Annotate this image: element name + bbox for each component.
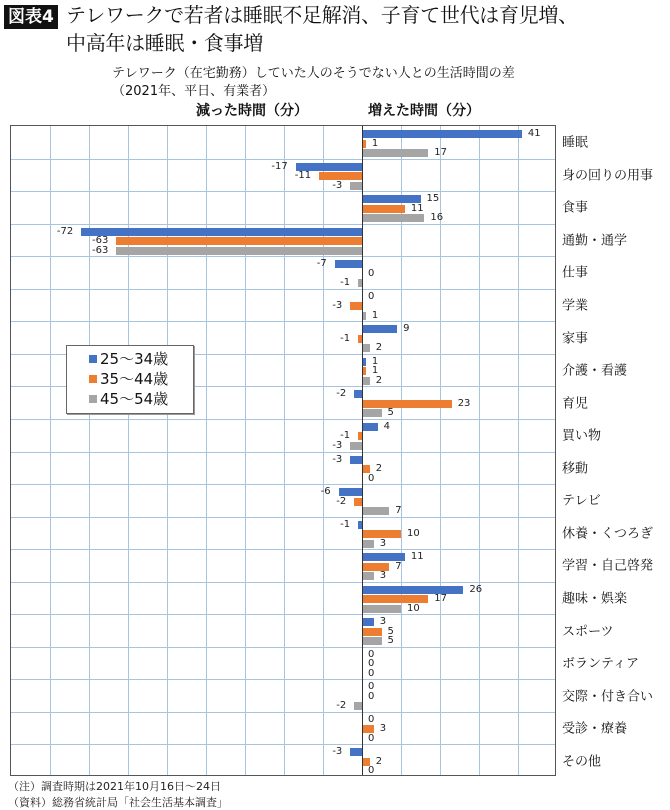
data-value-label: -7 <box>316 258 327 270</box>
data-value-label: 5 <box>387 407 394 419</box>
data-value-label: 1 <box>371 355 379 367</box>
legend-item <box>89 390 168 408</box>
data-value-label: 2 <box>375 463 383 474</box>
plot-area <box>10 125 556 776</box>
data-value-label: 3 <box>379 723 387 735</box>
data-value-label: -3 <box>332 453 343 465</box>
data-value-label: 11 <box>410 202 424 214</box>
bar <box>362 205 405 213</box>
category-label: 受診・療養 <box>562 721 628 737</box>
bar <box>362 344 370 352</box>
bar <box>362 605 401 613</box>
footnote: （注）調査時期は2021年10月16日～24日 <box>8 780 221 793</box>
category-label: 買い物 <box>562 428 602 444</box>
data-value-label: 0 <box>368 732 375 744</box>
chart-title-line2: 中高年は睡眠・食事増 <box>66 31 263 55</box>
data-value-label: -3 <box>332 179 343 191</box>
chart-subtitle-line2: （2021年、平日、有業者） <box>112 84 276 99</box>
horizontal-gridline <box>11 744 555 745</box>
category-label: 睡眠 <box>562 135 589 151</box>
data-value-label: 15 <box>426 193 440 205</box>
legend-swatch-icon <box>89 375 97 383</box>
zero-axis <box>362 126 363 775</box>
data-value-label: -3 <box>332 300 343 312</box>
category-label: 移動 <box>562 461 589 477</box>
horizontal-gridline <box>11 289 555 290</box>
bar <box>362 130 522 138</box>
bar <box>362 195 421 203</box>
horizontal-gridline <box>11 517 555 518</box>
data-value-label: 5 <box>387 625 394 637</box>
data-value-label: 17 <box>434 593 448 605</box>
bar <box>362 618 374 626</box>
legend-swatch-icon <box>89 395 97 403</box>
axis-label-decreased: 減った時間（分） <box>196 103 308 119</box>
category-label: 学業 <box>562 298 589 314</box>
data-value-label: 11 <box>410 551 424 563</box>
horizontal-gridline <box>11 224 555 225</box>
bar <box>354 702 362 710</box>
data-value-label: 23 <box>457 397 471 409</box>
data-value-label: 0 <box>368 472 375 484</box>
data-value-label: 3 <box>379 616 387 628</box>
bar <box>362 530 401 538</box>
bar <box>350 748 362 756</box>
horizontal-gridline <box>11 191 555 192</box>
figure-badge: 図表4 <box>4 5 58 29</box>
data-value-label: 0 <box>368 765 375 777</box>
data-value-label: 0 <box>368 713 375 725</box>
legend-label: 25～34歳 <box>100 350 169 368</box>
data-value-label: 0 <box>368 290 375 302</box>
bar <box>350 442 362 450</box>
data-value-label: -17 <box>271 160 288 172</box>
data-value-label: 9 <box>403 323 410 335</box>
data-value-label: 10 <box>407 528 420 540</box>
bar <box>362 400 452 408</box>
bar <box>362 377 370 385</box>
bar <box>362 628 382 636</box>
data-value-label: -63 <box>91 244 109 256</box>
data-value-label: 7 <box>395 560 402 572</box>
bar <box>362 507 389 515</box>
legend-item <box>89 350 168 368</box>
bar <box>362 586 463 594</box>
data-value-label: 0 <box>368 648 375 660</box>
data-value-label: -2 <box>336 700 347 712</box>
axis-label-increased: 増えた時間（分） <box>368 103 480 119</box>
horizontal-gridline <box>11 679 555 680</box>
bar <box>350 182 362 190</box>
horizontal-gridline <box>11 582 555 583</box>
horizontal-gridline <box>11 549 555 550</box>
bar <box>339 488 362 496</box>
category-label: 家事 <box>562 331 589 347</box>
data-value-label: 0 <box>368 690 375 702</box>
data-value-label: -3 <box>332 439 343 451</box>
data-value-label: 3 <box>379 570 387 582</box>
category-label: 趣味・娯楽 <box>562 591 628 607</box>
data-value-label: 2 <box>375 374 383 386</box>
category-label: 通勤・通学 <box>562 233 628 249</box>
data-value-label: -1 <box>340 332 351 344</box>
category-label: スポーツ <box>562 624 614 640</box>
data-value-label: -11 <box>294 170 312 182</box>
data-value-label: -2 <box>336 495 347 507</box>
horizontal-gridline <box>11 712 555 713</box>
category-label: その他 <box>562 754 602 770</box>
data-value-label: 16 <box>430 212 444 224</box>
bar <box>350 302 362 310</box>
data-value-label: 5 <box>387 635 394 647</box>
data-value-label: 10 <box>407 602 420 614</box>
data-value-label: 2 <box>375 755 383 767</box>
bar <box>362 214 424 222</box>
category-label: 介護・看護 <box>562 363 628 379</box>
data-value-label: 1 <box>371 137 379 149</box>
category-label: 仕事 <box>562 265 589 281</box>
category-label: 学習・自己啓発 <box>562 558 654 574</box>
data-value-label: 0 <box>368 667 375 679</box>
bar <box>116 237 362 245</box>
data-value-label: 0 <box>368 658 375 670</box>
data-value-label: 41 <box>527 128 541 139</box>
bar <box>354 390 362 398</box>
data-value-label: 1 <box>371 309 379 321</box>
bar <box>319 172 362 180</box>
category-label: ボランティア <box>562 656 639 672</box>
data-value-label: 0 <box>368 681 375 693</box>
data-value-label: 2 <box>375 342 383 354</box>
bar <box>362 325 397 333</box>
data-value-label: 0 <box>368 267 375 279</box>
legend-item <box>89 370 168 388</box>
horizontal-gridline <box>11 256 555 257</box>
bar <box>362 553 405 561</box>
horizontal-gridline <box>11 647 555 648</box>
data-value-label: -6 <box>320 486 331 498</box>
chart-title-line1: テレワークで若者は睡眠不足解消、子育て世代は育児増、 <box>66 3 578 27</box>
bar <box>354 498 362 506</box>
category-label: 食事 <box>562 200 589 216</box>
data-value-label: -1 <box>340 277 351 289</box>
legend-swatch-icon <box>89 355 97 363</box>
horizontal-gridline <box>11 419 555 420</box>
data-value-label: 17 <box>434 147 448 158</box>
data-value-label: -63 <box>91 235 109 247</box>
data-value-label: -1 <box>340 430 351 442</box>
category-label: 交際・付き合い <box>562 689 654 705</box>
data-value-label: -2 <box>336 388 347 400</box>
data-value-label: 7 <box>395 505 402 517</box>
bar <box>362 149 428 157</box>
data-value-label: 1 <box>371 365 379 377</box>
bar <box>116 247 362 255</box>
data-value-label: -3 <box>332 746 343 758</box>
legend-label: 45～54歳 <box>100 390 169 408</box>
horizontal-gridline <box>11 614 555 615</box>
data-value-label: -72 <box>56 225 74 237</box>
bar <box>362 423 378 431</box>
bar <box>362 540 374 548</box>
bar <box>81 228 362 236</box>
horizontal-gridline <box>11 159 555 160</box>
legend-label: 35～44歳 <box>100 370 169 388</box>
bar <box>362 572 374 580</box>
category-label: 休養・くつろぎ <box>562 526 654 542</box>
bar <box>362 595 428 603</box>
data-value-label: 4 <box>383 420 390 432</box>
data-value-label: -1 <box>340 518 351 530</box>
horizontal-gridline <box>11 484 555 485</box>
chart-subtitle-line1: テレワーク（在宅勤務）していた人のそうでない人との生活時間の差 <box>112 66 515 81</box>
bar <box>362 409 382 417</box>
category-label: 育児 <box>562 396 589 412</box>
category-label: 身の回りの用事 <box>562 168 654 184</box>
bar <box>335 260 362 268</box>
bar <box>362 637 382 645</box>
data-value-label: 26 <box>469 583 483 595</box>
source-note: （資料）総務省統計局「社会生活基本調査」 <box>8 796 228 809</box>
bar <box>362 465 370 473</box>
horizontal-gridline <box>11 321 555 322</box>
category-label: テレビ <box>562 493 601 509</box>
bar <box>350 456 362 464</box>
data-value-label: 3 <box>379 537 387 549</box>
legend <box>66 345 194 414</box>
horizontal-gridline <box>11 452 555 453</box>
